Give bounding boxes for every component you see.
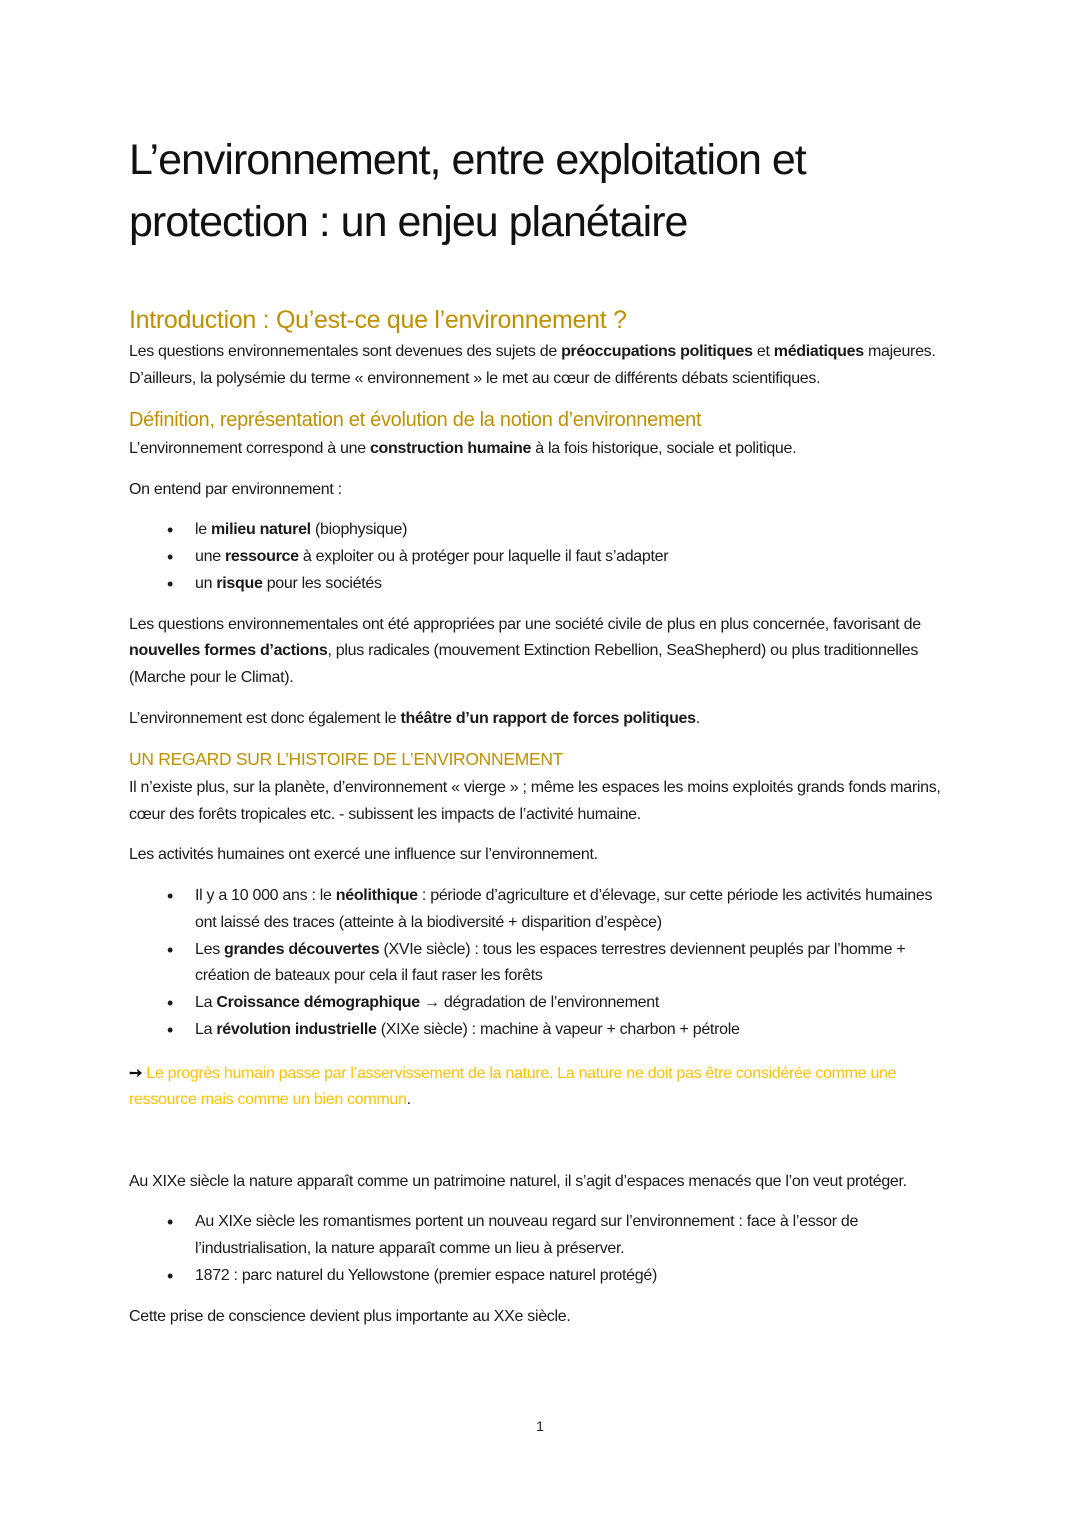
arrow-icon: ➙ [129,1064,143,1082]
definition-paragraph: L’environnement correspond à une construction humaine à la fois historique, sociale et politique. [129,440,797,458]
conscience-paragraph: Cette prise de conscience devient plus importante au XXe siècle. [129,1307,571,1325]
list-item: • La Croissance démographique → dégradation de l’environnement [129,990,949,1017]
history-paragraph: Il n’existe plus, sur la planète, d’environnement « vierge » ; même les espaces les moins exploités grands fonds marins, cœur des forêts tropicales etc. - subissent les impacts de l’activité humaine. [129,779,941,823]
definition-intro: On entend par environnement : [129,480,342,498]
highlight-paragraph: ➙ Le progrès humain passe par l’asservissement de la nature. La nature ne doit pas être considérée comme une ressource mais comme un bien commun. [129,1064,897,1109]
intro-paragraph: Les questions environnementales sont devenues des sujets de préoccupations politiques et médiatiques majeures. D’ailleurs, la polysémie du terme « environnement » le met au cœur de différents débats scientifiques. [129,343,936,387]
politics-paragraph: L’environnement est donc également le théâtre d’un rapport de forces politiques. [129,709,700,727]
title-line-1: L’environnement, entre exploitation et [129,136,806,184]
list-item: • Il y a 10 000 ans : le néolithique : période d’agriculture et d’élevage, sur cette période les activités humaines ont laissé des traces (atteinte à la biodiversité + disparition d’espèce) [129,883,949,937]
list-item: • une ressource à exploiter ou à protéger pour laquelle il faut s’adapter [129,544,949,571]
document-title [129,129,949,253]
list-item: • Les grandes découvertes (XVIe siècle) : tous les espaces terrestres deviennent peuplés par l’homme + création de bateaux pour cela il faut raser les forêts [129,937,949,991]
definition-list [129,517,949,597]
title-line-2: protection : un enjeu planétaire [129,198,688,246]
document-page [129,129,949,1344]
list-item: • le milieu naturel (biophysique) [129,517,949,544]
actions-paragraph: Les questions environnementales ont été appropriées par une société civile de plus en plus concernée, favorisant de nouvelles formes d’actions, plus radicales (mouvement Extinction Rebellion, SeaShepherd) ou plus traditionnelles (Marche pour le Climat). [129,615,921,686]
history-intro: Les activités humaines ont exercé une influence sur l’environnement. [129,846,598,864]
empty-line [129,1128,949,1169]
list-item: • La révolution industrielle (XIXe siècle) : machine à vapeur + charbon + pétrole [129,1017,949,1044]
page-number: 1 [536,1418,544,1434]
list-item: • Au XIXe siècle les romantismes portent un nouveau regard sur l’environnement : face à l’essor de l’industrialisation, la nature apparaît comme un lieu à préserver. [129,1209,949,1263]
intro-heading: Introduction : Qu’est-ce que l’environnement ? [129,306,627,334]
patrimoine-paragraph: Au XIXe siècle la nature apparaît comme un patrimoine naturel, il s’agit d’espaces menacés que l’on veut protéger. [129,1172,907,1190]
patrimoine-list [129,1209,949,1289]
list-item: • un risque pour les sociétés [129,571,949,598]
history-list [129,883,949,1044]
definition-heading: Définition, représentation et évolution de la notion d’environnement [129,409,702,432]
history-heading: UN REGARD SUR L’HISTOIRE DE L’ENVIRONNEMENT [129,749,564,770]
list-item: • 1872 : parc naturel du Yellowstone (premier espace naturel protégé) [129,1263,949,1290]
